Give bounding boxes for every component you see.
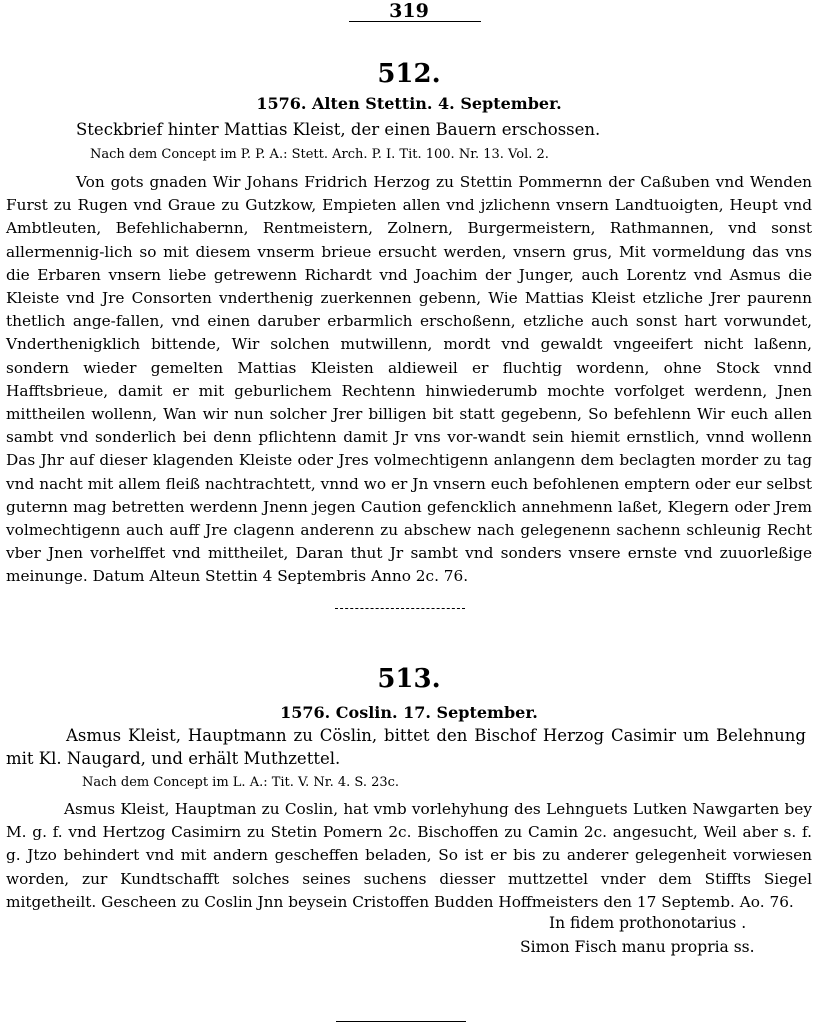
- doc-512-summary: Steckbrief hinter Mattias Kleist, der einen Bauern erschossen.: [76, 120, 601, 139]
- doc-513-summary: Asmus Kleist, Hauptmann zu Cöslin, bittet den Bischof Herzog Casimir um Belehnung mit Kl. Naugard, und erhält Muthzettel.: [6, 726, 806, 768]
- doc-513-date-line: 1576. Coslin. 17. September.: [280, 703, 538, 722]
- doc-512-body: Von gots gnaden Wir Johans Fridrich Herzog zu Stettin Pommernn der Caßuben vnd Wenden Furst zu Rugen vnd Graue zu Gutzkow, Empieten allen vnd jzlichenn vnsern Landtuoigten, Heupt vnd Ambtleuten, Befehlichabernn, Rentmeistern, Zolnern, Burgermeistern, Rathmannen, vnd sonst allermennig-lich so mit diesem vnserm brieue ersucht werden, vnsern grus, Mit vormeldung das vns die Erbaren vnsern liebe getrewenn Richardt vnd Joachim der Junger, auch Lorentz vnd Asmus die Kleiste vnd Jre Consorten vnderthenig zuerkennen gebenn, Wie Mattias Kleist etzliche Jrer paurenn thetlich ange-fallen, vnd einen daruber erbarmlich erschoßenn, etzliche auch sonst hart vorwundet, Vnderthenigklich bittende, Wir solchen mutwillenn, mordt vnd gewaldt vngeeifert nicht laßenn, sondern wieder gemelten Mattias Kleisten aldieweil er fluchtig wordenn, ohne Stock vnnd Hafftsbrieue, damit er mit geburlichem Rechtenn hinwiederumb mochte vorfolget werdenn, Jnen mittheilen wollenn, Wan wir nun solcher Jrer billigen bit statt gegebenn, So befehlenn Wir euch allen sambt vnd sonderlich bei denn pflichtenn damit Jr vns vor-wandt sein hiemit ernstlich, vnnd wollenn Das Jhr auf dieser klagenden Kleiste oder Jres volmechtigenn anlangenn dem beclagten morder zu tag vnd nacht mit allem fleiß nachtrachtett, vnnd wo er Jn vnsern euch befohlenen emptern oder eur selbst guternn mag betretten werdenn Jnenn jegen Caution gefencklich annehmenn laßet, Klegern oder Jrem volmechtigenn auch auff Jre clagenn anderenn zu abschew nach gelegenenn sachenn schleunig Recht vber Jnen vorhelffet vnd mittheilet, Daran thut Jr sambt vnd sonders vnsere ernste vnd zuuorleßige meinunge. Datum Alteun Stettin 4 Septembris Anno 2c. 76.: [6, 173, 812, 586]
- page-number: 319: [389, 0, 429, 22]
- header-rule: [349, 21, 481, 22]
- section-separator: [335, 608, 465, 609]
- signature-line-1: In fidem prothonotarius .: [549, 914, 747, 932]
- doc-513-number: 513.: [377, 664, 441, 694]
- footer-rule: [336, 1021, 466, 1022]
- doc-513-body: Asmus Kleist, Hauptman zu Coslin, hat vmb vorlehyhung des Lehnguets Lutken Nawgarten bey M. g. f. vnd Hertzog Casimirn zu Stetin Pomern 2c. Bischoffen zu Camin 2c. angesucht, Weil aber s. f. g. Jtzo behindert vnd mit andern gescheffen beladen, So ist er bis zu anderer gelegenheit vorwiesen worden, zur Kundtschafft solches seines suchens diesser muttzettel vnder dem Stiffts Siegel mitgetheilt. Gescheen zu Coslin Jnn beysein Cristoffen Budden Hoffmeisters den 17 Septemb. Ao. 76.: [6, 800, 812, 911]
- signature-line-2: Simon Fisch manu propria ss.: [520, 938, 755, 956]
- doc-513-source: Nach dem Concept im L. A.: Tit. V. Nr. 4. S. 23c.: [82, 775, 400, 790]
- doc-512-date-line: 1576. Alten Stettin. 4. September.: [256, 94, 562, 113]
- doc-512-number: 512.: [377, 59, 441, 89]
- doc-512-source: Nach dem Concept im P. P. A.: Stett. Arch. P. I. Tit. 100. Nr. 13. Vol. 2.: [90, 147, 549, 162]
